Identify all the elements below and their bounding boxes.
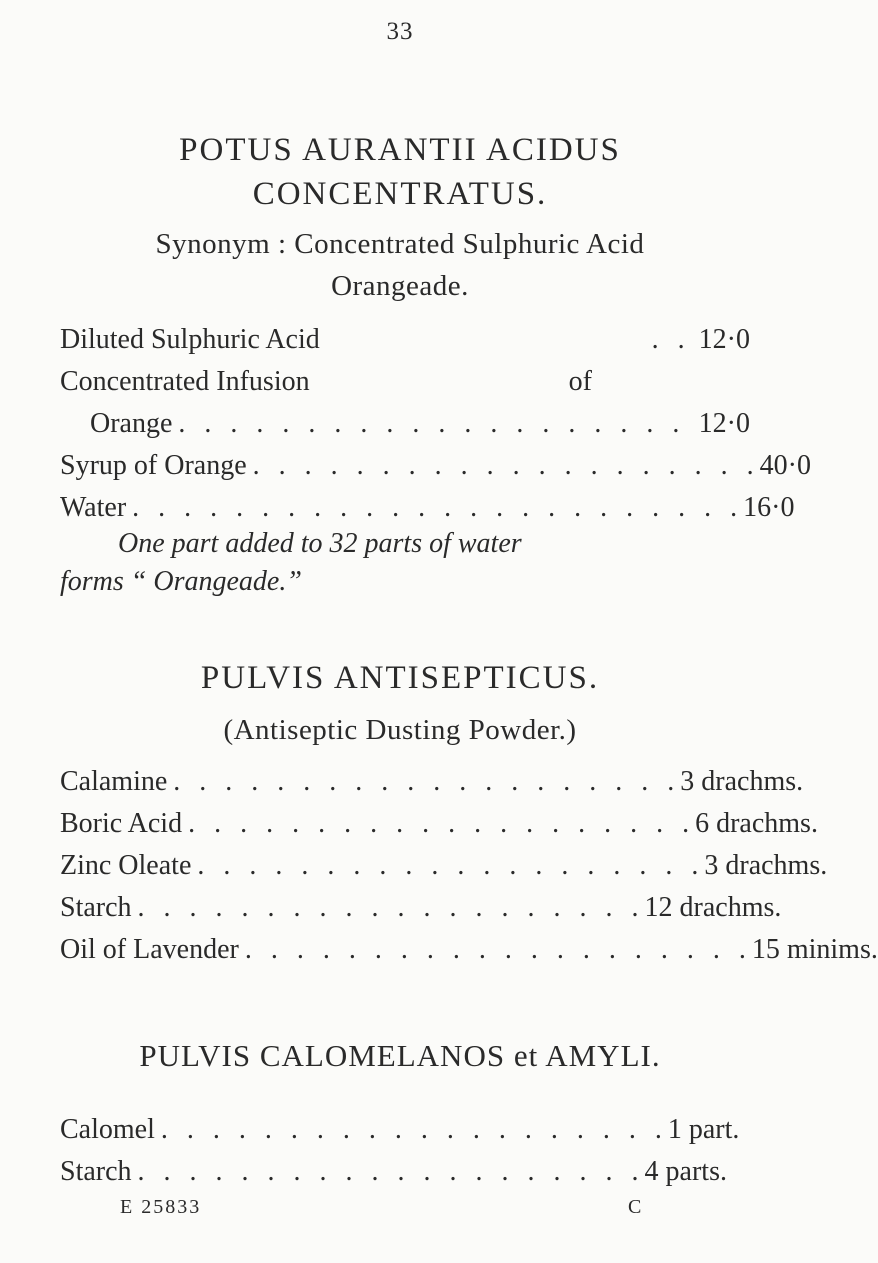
synonym-text-continued: Orangeade.: [331, 270, 469, 302]
leader-dots: . . . . . . . . . . . . . . . . . . . .: [178, 408, 686, 439]
ingredient-name: Starch: [60, 892, 132, 923]
ingredient-row: [90, 404, 750, 444]
ingredient-qty: 3 drachms.: [680, 766, 804, 797]
ingredient-name: Calomel: [60, 1114, 155, 1145]
ingredient-name: Concentrated Infusion: [60, 366, 310, 397]
leader-dots: . . . . . . . . . . . . . . . . . . . .: [244, 934, 752, 965]
ingredient-row: [60, 846, 828, 886]
ingredient-row: [60, 1152, 728, 1192]
ingredient-row: [60, 1110, 740, 1150]
ingredient-qty: 1 part.: [667, 1114, 740, 1145]
footer-mark: C: [628, 1196, 644, 1218]
ingredient-qty: 15 minims.: [751, 934, 878, 965]
leader-dots: . . . . . . . . . . . . . . . . . . . .: [197, 850, 705, 881]
ingredient-qty: 6 drachms.: [695, 808, 818, 839]
ingredient-name: Syrup of Orange: [60, 450, 247, 481]
ingredient-name: Orange: [90, 408, 173, 439]
ingredient-row: [60, 446, 811, 486]
leader-dots: . . . . . . . . . . . . . . . . . . . .: [160, 1114, 668, 1145]
ingredient-name: Calamine: [60, 766, 168, 797]
section-title-continued: CONCENTRATUS.: [252, 176, 548, 212]
ingredient-row: [60, 362, 750, 402]
ingredient-qty: 12·0: [698, 408, 750, 439]
ingredient-qty: 12·0: [698, 324, 750, 355]
ingredient-row: [60, 888, 782, 928]
ingredient-name: Diluted Sulphuric Acid: [60, 324, 320, 355]
ingredient-name: Zinc Oleate: [60, 850, 192, 881]
ingredient-qty: 12 drachms.: [644, 892, 782, 923]
ingredient-qty: 3 drachms.: [704, 850, 828, 881]
ingredient-row: [60, 762, 804, 802]
leader-dots: . . . . . . . . . . . . . . . . . . . .: [137, 892, 645, 923]
usage-note-continued: forms “ Orangeade.”: [60, 566, 302, 597]
ingredient-name: Water: [60, 492, 127, 523]
ingredient-row: [60, 320, 750, 360]
ingredient-row: [60, 488, 795, 528]
section-subtitle: (Antiseptic Dusting Powder.): [223, 714, 577, 746]
ingredient-name: Boric Acid: [60, 808, 183, 839]
leader-dots: . . . . . . . . . . . . . . . . . . . .: [173, 766, 681, 797]
section-title: POTUS AURANTII ACIDUS: [179, 132, 621, 168]
leader-dots: . . . . . . . . . . . . . . . . . . . .: [137, 1156, 645, 1187]
ingredient-qty: 4 parts.: [644, 1156, 727, 1187]
leader-dots: . . . . . . . . . . . . . . . . . . . .: [252, 450, 760, 481]
section-title: PULVIS ANTISEPTICUS.: [200, 660, 600, 696]
page-number: 33: [386, 18, 414, 45]
leader-dots: . . . . . . . . . . . . . . . . . . . .: [188, 808, 696, 839]
footer-signature: E 25833: [120, 1196, 202, 1218]
ingredient-qty: of: [568, 366, 592, 397]
usage-note: One part added to 32 parts of water: [118, 528, 522, 559]
ingredient-qty: 40·0: [759, 450, 811, 481]
ingredient-name: Starch: [60, 1156, 132, 1187]
ingredient-qty: 16·0: [743, 492, 795, 523]
leader-dots: . .: [651, 324, 691, 355]
section-title: PULVIS CALOMELANOS et AMYLI.: [139, 1038, 661, 1073]
ingredient-row: [60, 930, 878, 970]
ingredient-name: Oil of Lavender: [60, 934, 239, 965]
ingredient-row: [60, 804, 818, 844]
leader-dots: . . . . . . . . . . . . . . . . . . . . . . . .: [132, 492, 744, 523]
synonym-text: Synonym : Concentrated Sulphuric Acid: [155, 228, 645, 260]
